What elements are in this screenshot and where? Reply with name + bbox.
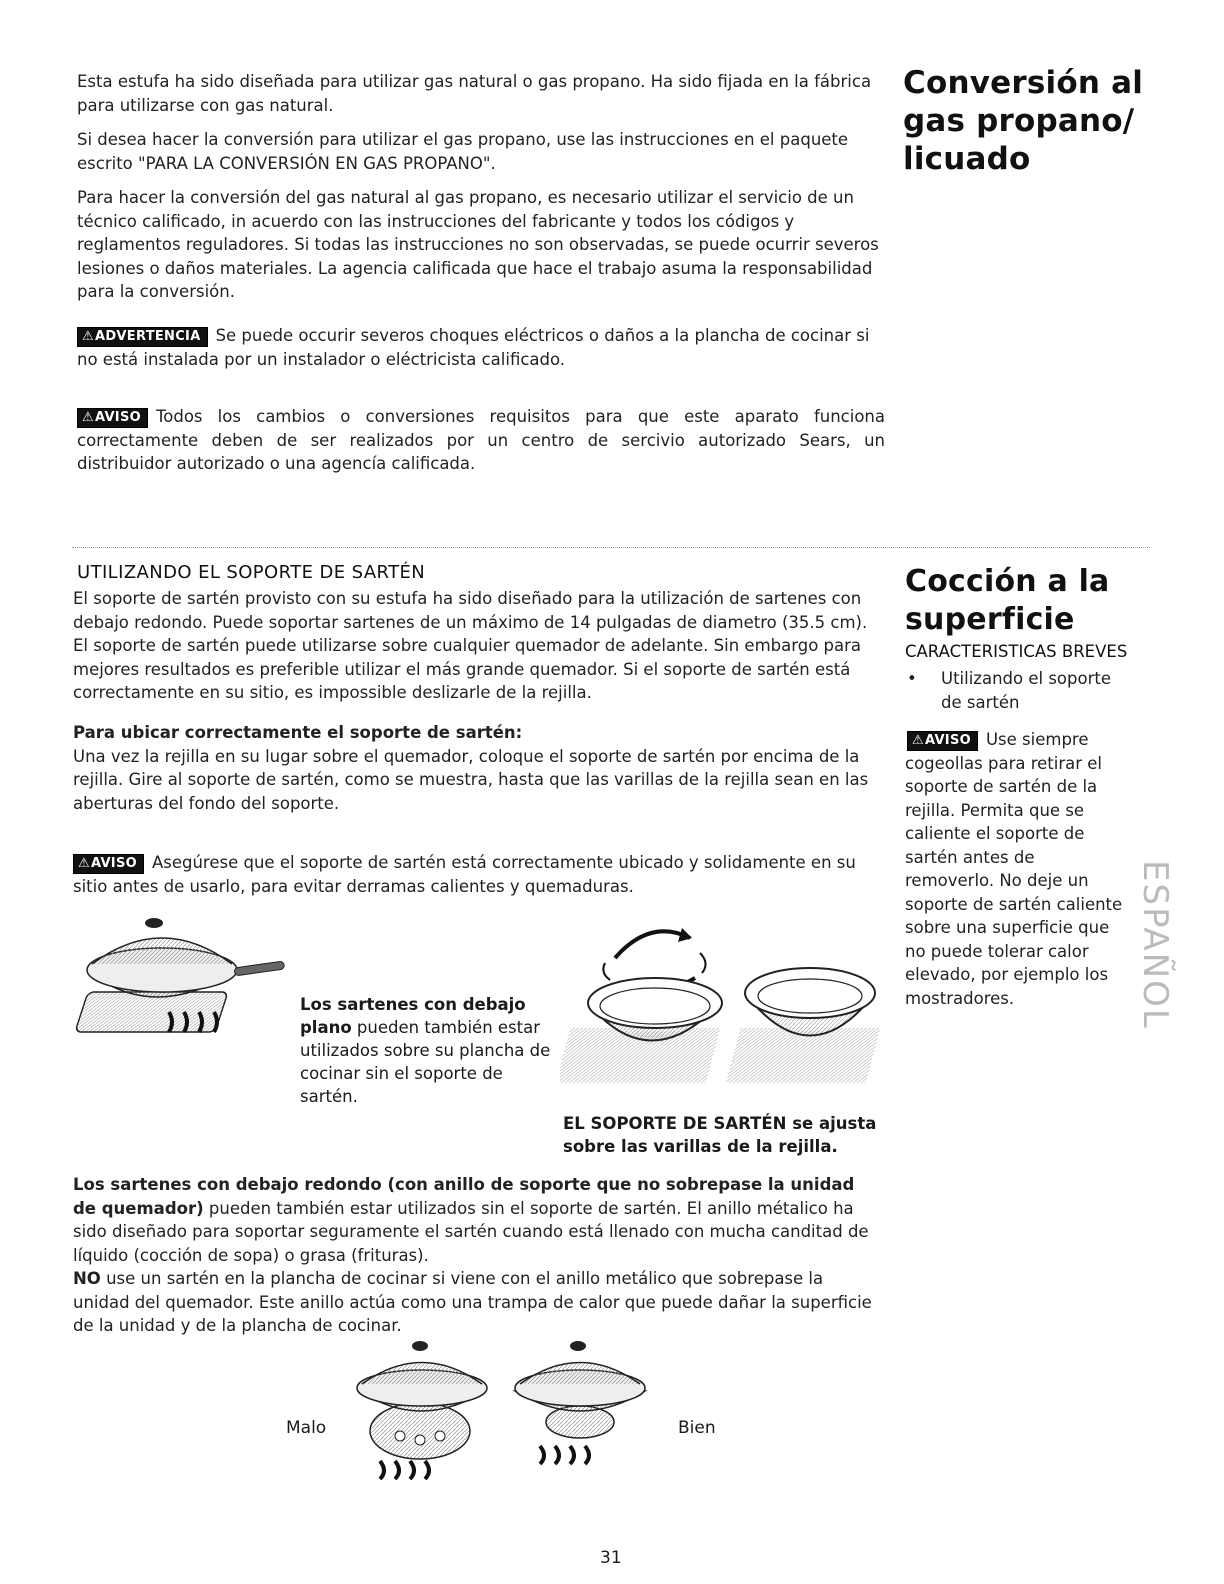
side-caution-triangle-icon: ⚠ — [912, 733, 924, 748]
bad-good-drawing — [340, 1336, 670, 1496]
conversion-heading-line-1: Conversión al — [903, 65, 1144, 101]
conversion-warning — [77, 324, 885, 371]
round-bottom-block — [73, 1173, 883, 1338]
caution-triangle-icon: ⚠ — [82, 410, 94, 425]
round-bottom-bold: Los sartenes con debajo redondo (con anillo de soporte que no sobrepase la unidad de quemador) — [73, 1175, 855, 1218]
warning-text: Se puede occurir severos choques eléctricos o daños a la plancha de cocinar si no está instalada por un instalador o eléctricista calificado. — [77, 326, 870, 369]
conversion-paragraph-2: Si desea hacer la conversión para utilizar el gas propano, use las instrucciones en el paquete escrito "PARA LA CONVERSIÓN EN GAS PROPANO". — [77, 130, 849, 173]
caution-text: Todos los cambios o conversiones requisitos para que este aparato funciona correctamente deben de ser realizados por un centro de sercivio autorizado Sears, un distribuidor autorizado o una agencía calificada. — [77, 407, 885, 473]
bad-label: Malo — [286, 1418, 327, 1438]
conversion-heading-line-2: gas propano/ — [903, 103, 1135, 139]
no-ring-paragraph — [73, 1267, 883, 1338]
warning-triangle-icon: ⚠ — [82, 329, 94, 344]
features-list-item — [907, 667, 1137, 714]
conversion-body — [77, 70, 885, 304]
no-ring-bold: NO — [73, 1269, 101, 1288]
wok-ring-intro — [73, 587, 883, 705]
side-caution-badge: ⚠AVISO — [907, 731, 978, 751]
flat-wok-drawing — [74, 912, 289, 1042]
side-language-tab: ESPAÑOL — [1135, 860, 1175, 1030]
conversion-paragraph-1: Esta estufa ha sido diseñada para utilizar gas natural o gas propano. Ha sido fijada en la fábrica para utilizarse con gas natural. — [77, 72, 872, 115]
features-item-text: Utilizando el soporte de sartén — [941, 669, 1111, 712]
no-ring-text: use un sartén en la plancha de cocinar si viene con el anillo metálico que sobrepase la unidad del quemador. Este anillo actúa como una trampa de calor que puede dañar la superficie de la unidad y de la plancha de cocinar. — [73, 1269, 872, 1335]
wok-ring-drawing — [560, 918, 890, 1113]
caution-badge: ⚠AVISO — [77, 408, 148, 428]
flat-wok-caption-bold: Los sartenes con debajo plano — [300, 995, 526, 1037]
round-bottom-paragraph — [73, 1173, 883, 1267]
conversion-paragraph-3: Para hacer la conversión del gas natural al gas propano, es necesario utilizar el servicio de un técnico calificado, in acuerdo con las instrucciones del fabricante y todos los códigos y reglamentos reguladores. Si todas las instrucciones no son observadas, se puede ocurrir severos lesiones o daños materiales. La agencia calificada que hace el trabajo asuma la responsabilidad para la conversión. — [77, 188, 879, 301]
wok-ring-paragraph-1: El soporte de sartén provisto con su estufa ha sido diseñado para la utilización de sartenes con debajo redondo. Puede soportar sartenes de un máximo de 14 pulgadas de diametro (35.5 cm). — [73, 589, 868, 632]
main-caution-badge: ⚠AVISO — [73, 854, 144, 874]
placement-block — [73, 721, 883, 815]
side-language-tab-wrap — [1135, 860, 1224, 1030]
main-caution — [73, 851, 883, 898]
surface-heading-line-2: superficie — [905, 602, 1075, 637]
flat-wok-caption-text: pueden también estar utilizados sobre su plancha de cocinar sin el soporte de sartén. — [300, 1018, 551, 1106]
wok-ring-caption: EL SOPORTE DE SARTÉN se ajusta sobre las varillas de la rejilla. — [563, 1114, 877, 1156]
flat-wok-illustration — [74, 912, 289, 1042]
main-caution-triangle-icon: ⚠ — [78, 856, 90, 871]
flat-wok-caption — [300, 993, 560, 1108]
bullet: • — [907, 669, 917, 688]
wok-ring-paragraph-2: El soporte de sartén puede utilizarse sobre cualquier quemador de adelante. Sin embargo para mejores resultados es preferible utilizar el más grande quemador. Si el soporte de sartén está correctamente en su sitio, es impossible deslizarle de la rejilla. — [73, 636, 862, 702]
wok-ring-illustration — [560, 918, 890, 1113]
side-caution — [905, 728, 1127, 1010]
main-caution-text: Asegúrese que el soporte de sartén está correctamente ubicado y solidamente en su sitio antes de usarlo, para evitar derramas calientes y quemaduras. — [73, 853, 856, 896]
placement-text: Una vez la rejilla en su lugar sobre el quemador, coloque el soporte de sartén por encima de la rejilla. Gire al soporte de sartén, como se muestra, hasta que las varillas de la rejilla sean en las aberturas del fondo del soporte. — [73, 746, 869, 813]
conversion-heading-line-3: licuado — [903, 141, 1031, 177]
section-divider — [72, 547, 1150, 548]
side-caution-text: Use siempre cogeollas para retirar el soporte de sartén de la rejilla. Permita que se caliente el soporte de sartén antes de removerlo. No deje un soporte de sartén caliente sobre una superficie que no puede tolerar calor elevado, por ejemplo los mostradores. — [905, 730, 1123, 1008]
warning-badge: ⚠ADVERTENCIA — [77, 327, 208, 347]
section-title: UTILIZANDO EL SOPORTE DE SARTÉN — [77, 562, 426, 583]
rotate-arrow-icon — [615, 931, 690, 958]
bad-good-illustration — [340, 1336, 670, 1496]
good-label: Bien — [678, 1418, 716, 1438]
features-title: CARACTERISTICAS BREVES — [905, 642, 1128, 661]
surface-heading-line-1: Cocción a la — [905, 564, 1110, 599]
round-bottom-text: pueden también estar utilizados sin el soporte de sartén. El anillo métalico ha sido diseñado para soportar seguramente el sartén cuando está llenado con mucha canditad de líquido (cocción de sopa) o grasa (frituras). — [73, 1198, 869, 1265]
conversion-heading — [903, 64, 1203, 178]
conversion-caution — [77, 405, 885, 476]
surface-heading — [905, 563, 1205, 639]
placement-title: Para ubicar correctamente el soporte de sartén: — [73, 723, 523, 742]
page-number: 31 — [600, 1548, 622, 1568]
